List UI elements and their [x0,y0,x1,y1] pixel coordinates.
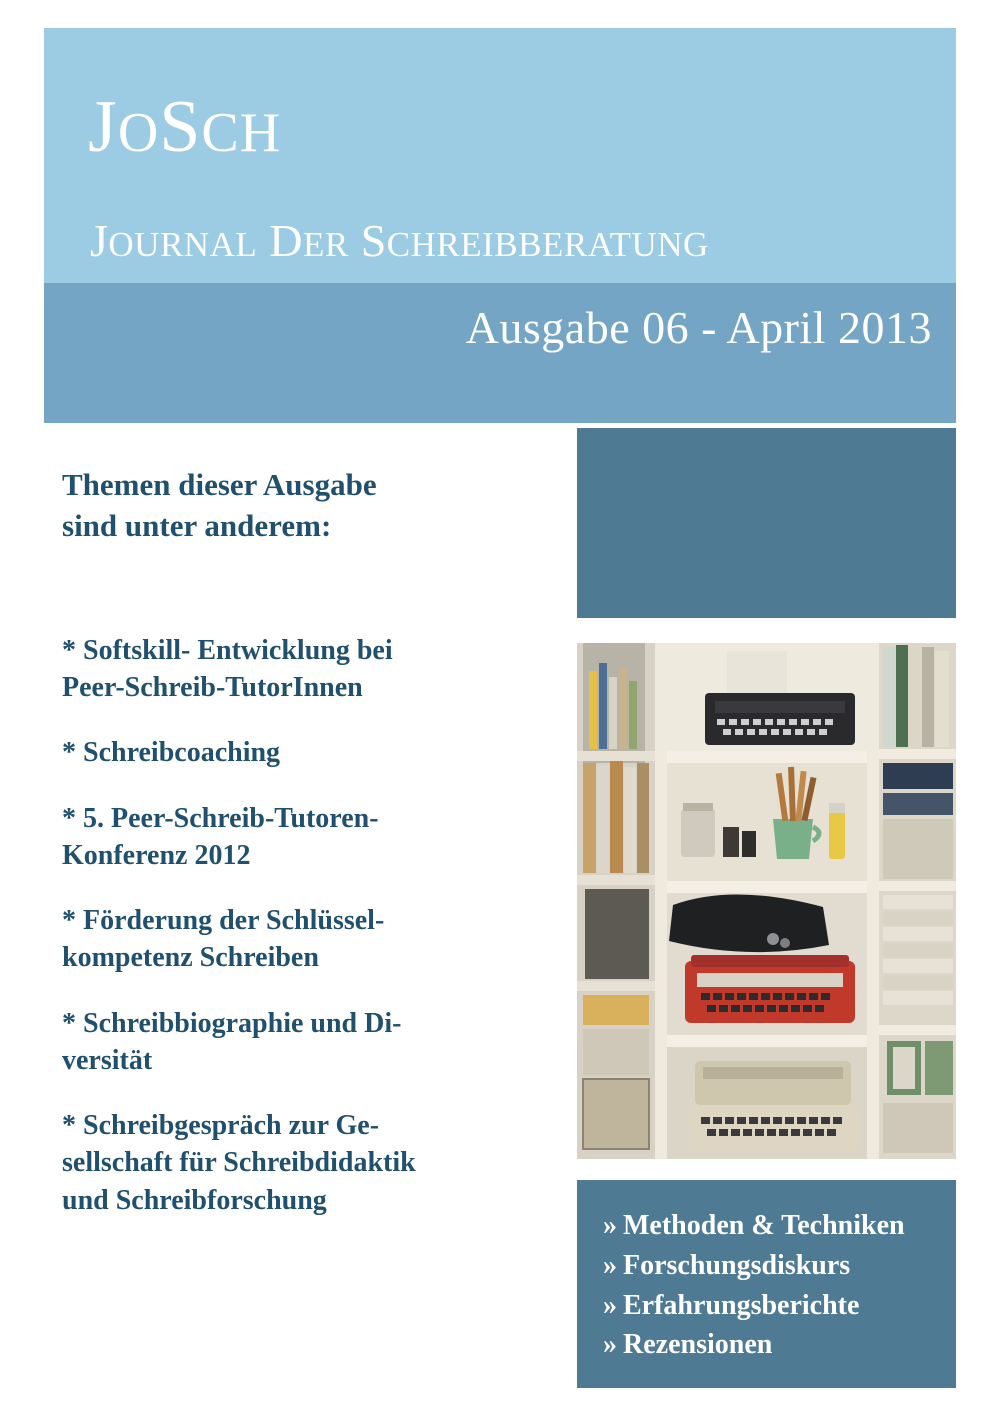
topic-line: versität [62,1044,153,1076]
category-label: Forschungsdiskurs [623,1249,851,1281]
topic-item [62,902,552,976]
category-item [603,1246,956,1286]
topic-line: * Schreibgespräch zur Ge- [62,1110,380,1142]
journal-title-o: O [117,102,160,164]
shelf-photo-illustration [577,643,956,1159]
topic-line: * Förderung der Schlüssel- [62,905,385,937]
issue-bar [44,283,956,423]
guillemet-icon: » [603,1210,617,1241]
subtitle-ournal: OURNAL [108,225,258,264]
topic-item [62,1107,552,1219]
journal-subtitle [90,215,709,266]
topic-line: Peer-Schreib-TutorInnen [62,672,363,704]
topic-line: sellschaft für Schreibdidaktik [62,1147,416,1179]
category-label: Methoden & Techniken [623,1210,905,1241]
topic-item [62,734,552,771]
cover-photo [577,643,956,1159]
subtitle-d: D [269,215,303,266]
masthead-banner [44,28,956,283]
topic-line: Konferenz 2012 [62,839,251,871]
topic-item [62,1005,552,1079]
topic-item [62,800,552,874]
intro-line-1: Themen dieser Ausgabe [62,467,377,502]
guillemet-icon: » [603,1289,617,1321]
category-label: Erfahrungsberichte [623,1289,860,1321]
topic-line: * Schreibbiographie und Di- [62,1007,402,1039]
journal-title-s: S [159,86,202,168]
intro-line-2: sind unter anderem: [62,507,332,543]
category-item [603,1325,956,1365]
guillemet-icon: » [603,1329,617,1361]
topic-line: * Schreibcoaching [62,737,281,769]
topic-item [62,632,552,706]
topics-list [62,632,552,1219]
journal-title [88,86,282,168]
subtitle-s: S [360,215,387,266]
topic-line: kompetenz Schreiben [62,942,319,974]
topic-line: * Softskill- Entwicklung bei [62,635,393,666]
topic-line: * 5. Peer-Schreib-Tutoren- [62,802,379,834]
intro-heading [62,465,532,547]
subtitle-chreibberatung: CHREIBBERATUNG [386,225,709,264]
categories-list [577,1180,956,1365]
subtitle-j: J [90,215,109,266]
topic-line: und Schreibforschung [62,1184,327,1216]
journal-title-ch: CH [201,102,282,164]
decorative-block [577,428,956,618]
category-label: Rezensionen [623,1329,773,1361]
category-item [603,1206,956,1246]
guillemet-icon: » [603,1249,617,1281]
issue-label: Ausgabe 06 - April 2013 [465,302,932,353]
subtitle-er: ER [302,225,349,264]
journal-title-j: J [88,86,118,168]
category-item [603,1286,956,1326]
categories-box [577,1180,956,1388]
